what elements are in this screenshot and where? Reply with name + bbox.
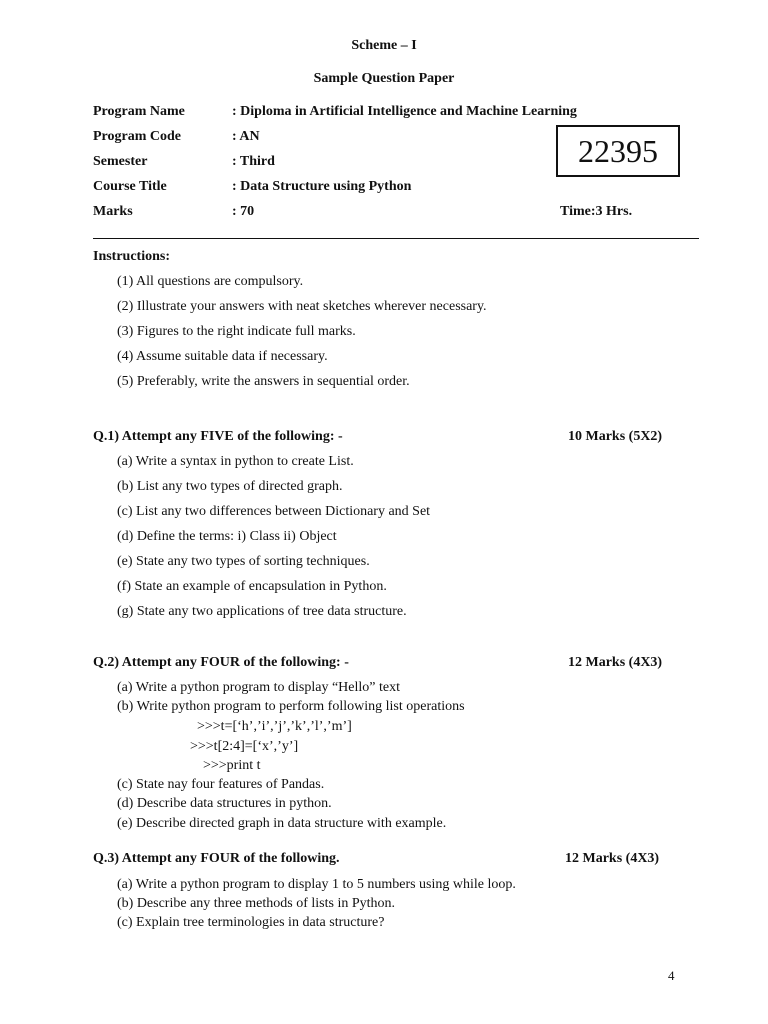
program-code-value: : AN <box>232 129 260 144</box>
program-name-label: Program Name <box>93 104 185 119</box>
instructions-heading: Instructions: <box>93 249 171 264</box>
q2-item-a: (a) Write a python program to display “Hello” text <box>117 680 400 695</box>
course-title-label: Course Title <box>93 179 167 194</box>
q3-item: (a) Write a python program to display 1 to 5 numbers using while loop. <box>117 877 516 892</box>
q2-code-line: >>>t=[‘h’,’i’,’j’,’k’,’l’,’m’] <box>197 719 352 734</box>
instruction-item: (2) Illustrate your answers with neat sketches wherever necessary. <box>117 299 487 314</box>
instruction-item: (4) Assume suitable data if necessary. <box>117 349 328 364</box>
header-divider <box>93 238 699 239</box>
program-code-label: Program Code <box>93 129 181 144</box>
semester-value: : Third <box>232 154 275 169</box>
q2-item-b: (b) Write python program to perform following list operations <box>117 699 465 714</box>
instruction-item: (1) All questions are compulsory. <box>117 274 304 289</box>
q2-code-line: >>>t[2:4]=[‘x’,’y’] <box>190 739 299 754</box>
scheme-label: Scheme – I <box>351 38 417 53</box>
instruction-item: (3) Figures to the right indicate full marks. <box>117 324 356 339</box>
q3-heading: Q.3) Attempt any FOUR of the following. <box>93 851 340 866</box>
q1-item: (a) Write a syntax in python to create List. <box>117 454 354 469</box>
time-value: Time:3 Hrs. <box>560 204 633 219</box>
q3-item: (c) Explain tree terminologies in data structure? <box>117 915 385 930</box>
q1-heading: Q.1) Attempt any FIVE of the following: - <box>93 429 343 444</box>
instruction-item: (5) Preferably, write the answers in sequential order. <box>117 374 410 389</box>
q2-item-c: (c) State nay four features of Pandas. <box>117 777 325 792</box>
q2-code-line: >>>print t <box>203 758 261 773</box>
marks-value: : 70 <box>232 204 255 219</box>
q3-item: (b) Describe any three methods of lists in Python. <box>117 896 396 911</box>
q2-item-e: (e) Describe directed graph in data structure with example. <box>117 816 447 831</box>
q1-item: (f) State an example of encapsulation in Python. <box>117 579 387 594</box>
q1-item: (g) State any two applications of tree data structure. <box>117 604 407 619</box>
semester-label: Semester <box>93 154 148 169</box>
paper-title: Sample Question Paper <box>313 71 455 86</box>
page-number: 4 <box>668 968 675 983</box>
course-title-value: : Data Structure using Python <box>232 179 412 194</box>
q2-item-d: (d) Describe data structures in python. <box>117 796 332 811</box>
q2-marks: 12 Marks (4X3) <box>568 655 663 670</box>
q1-item: (c) List any two differences between Dictionary and Set <box>117 504 431 519</box>
marks-label: Marks <box>93 204 133 219</box>
q1-marks: 10 Marks (5X2) <box>568 429 663 444</box>
q1-item: (e) State any two types of sorting techniques. <box>117 554 370 569</box>
q1-item: (b) List any two types of directed graph. <box>117 479 343 494</box>
program-name-value: : Diploma in Artificial Intelligence and Machine Learning <box>232 104 577 119</box>
q3-marks: 12 Marks (4X3) <box>565 851 660 866</box>
q2-heading: Q.2) Attempt any FOUR of the following: - <box>93 655 349 670</box>
q1-item: (d) Define the terms: i) Class ii) Object <box>117 529 337 544</box>
paper-code-box: 22395 <box>556 125 680 177</box>
